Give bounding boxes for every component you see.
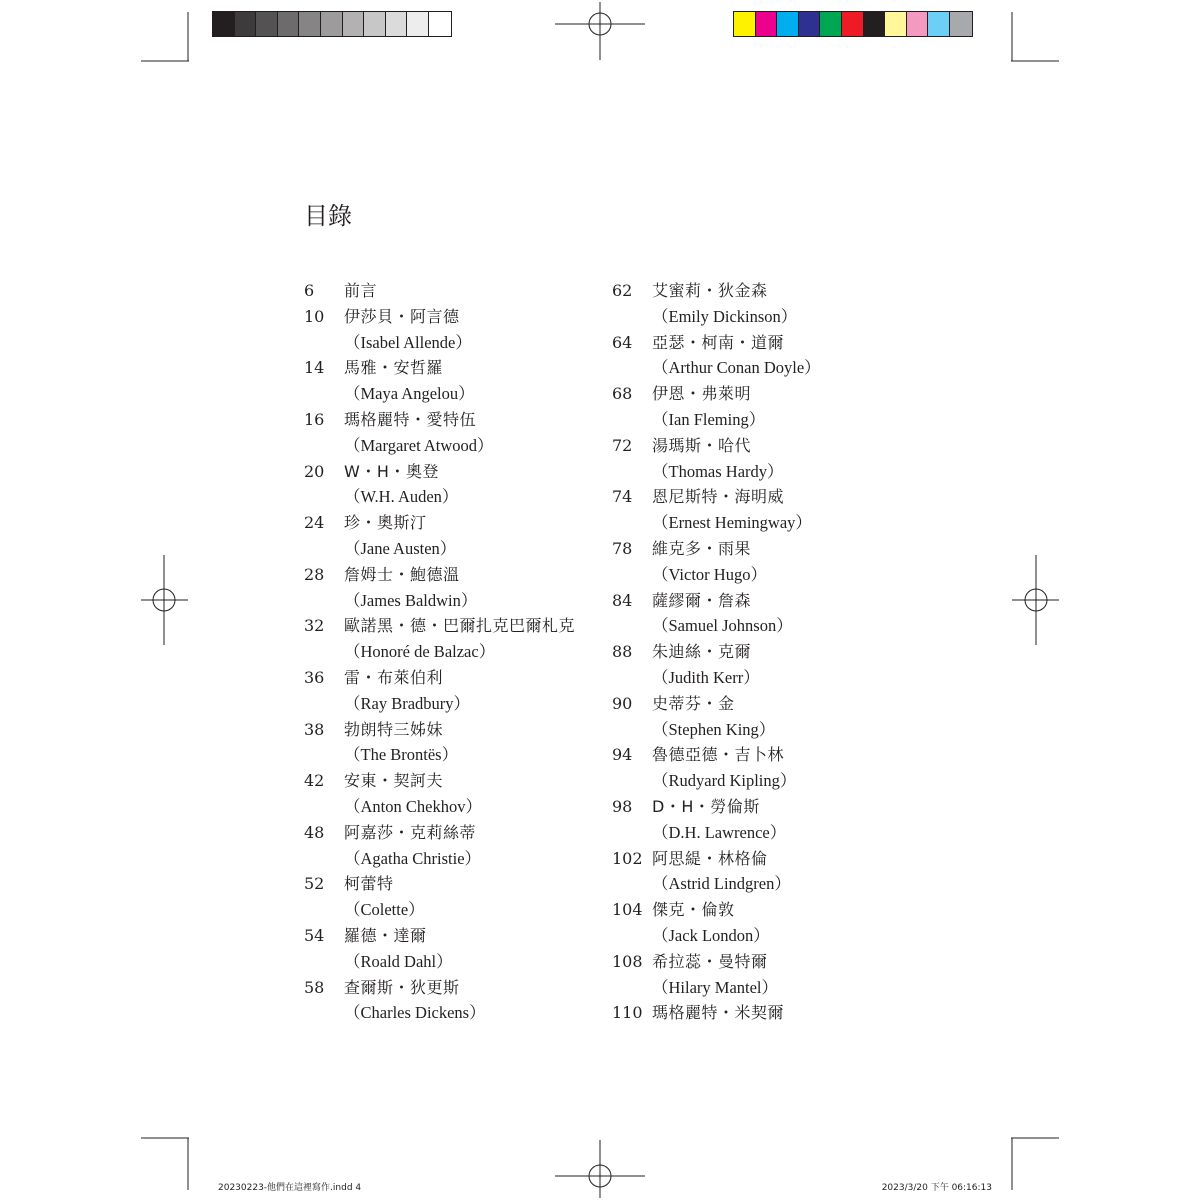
toc-author-name-zh: 前言 <box>344 281 378 300</box>
toc-author-name-en: （Thomas Hardy） <box>652 461 784 481</box>
toc-author-name-zh: 史蒂芬・金 <box>652 693 735 713</box>
toc-page-number: 88 <box>612 642 633 662</box>
toc-author-name-en: （Anton Chekhov） <box>344 796 482 816</box>
toc-author-name-zh: 珍・奧斯汀 <box>344 513 427 533</box>
toc-page-number: 24 <box>304 513 325 533</box>
toc-author-name-en: （Jack London） <box>652 925 770 945</box>
toc-page-number: 110 <box>612 1003 643 1023</box>
toc-entry <box>304 768 594 820</box>
toc-entry <box>612 536 912 588</box>
toc-entry <box>612 742 912 794</box>
toc-entry <box>304 613 594 665</box>
toc-entry <box>612 846 912 898</box>
toc-author-name-en: （Jane Austen） <box>344 538 457 558</box>
gray-swatch <box>407 12 429 36</box>
color-swatch <box>799 12 821 36</box>
toc-author-name-zh: 阿嘉莎・克莉絲蒂 <box>344 822 477 842</box>
toc-author-name-zh: 詹姆士・鮑德溫 <box>344 564 460 584</box>
gray-calibration-bar <box>212 11 452 37</box>
gray-swatch <box>299 12 321 36</box>
toc-author-name-en: （Charles Dickens） <box>344 1003 486 1023</box>
toc-entry <box>304 923 594 975</box>
toc-page-number: 16 <box>304 409 325 429</box>
gray-swatch <box>429 12 451 36</box>
toc-entry <box>304 304 594 356</box>
toc-author-name-zh: 薩繆爾・詹森 <box>652 590 752 610</box>
toc-author-name-zh: 維克多・雨果 <box>652 538 752 558</box>
toc-page-number: 42 <box>304 771 325 791</box>
toc-page-number: 84 <box>612 590 633 610</box>
color-swatch <box>842 12 864 36</box>
toc-entry <box>612 794 912 846</box>
footer-timestamp: 2023/3/20 下午 06:16:13 <box>881 1183 992 1193</box>
toc-author-name-zh: 恩尼斯特・海明威 <box>652 487 785 507</box>
toc-author-name-zh: 希拉蕊・曼特爾 <box>652 951 768 971</box>
toc-author-name-zh: 查爾斯・狄更斯 <box>344 977 460 997</box>
toc-entry <box>612 949 912 1001</box>
toc-page-number: 52 <box>304 874 325 894</box>
toc-page-number: 72 <box>612 435 633 455</box>
registration-target-left <box>141 555 188 645</box>
toc-entry <box>612 433 912 485</box>
toc-page-number: 28 <box>304 564 325 584</box>
registration-target-bottom <box>555 1140 645 1198</box>
toc-entry <box>304 820 594 872</box>
registration-target-right <box>1012 555 1059 645</box>
footer-file-name: 20230223-他們在這裡寫作.indd 4 <box>218 1183 362 1193</box>
toc-entry <box>612 897 912 949</box>
toc-author-name-en: （D.H. Lawrence） <box>652 822 787 842</box>
toc-author-name-zh: 阿思緹・林格倫 <box>652 848 768 868</box>
toc-page-number: 20 <box>304 461 325 481</box>
gray-swatch <box>278 12 300 36</box>
toc-author-name-en: （Stephen King） <box>652 719 776 739</box>
toc-entry <box>304 459 594 511</box>
color-swatch <box>756 12 778 36</box>
toc-author-name-zh: W・H・奧登 <box>344 461 439 481</box>
toc-author-name-en: （Ray Bradbury） <box>344 693 471 713</box>
toc-author-name-en: （Honoré de Balzac） <box>344 642 496 662</box>
toc-author-name-zh: 伊恩・弗萊明 <box>652 384 752 404</box>
toc-author-name-en: （Ernest Hemingway） <box>652 513 812 533</box>
color-swatch <box>950 12 972 36</box>
toc-author-name-en: （W.H. Auden） <box>344 487 459 507</box>
toc-entry <box>612 330 912 382</box>
toc-page-number: 6 <box>304 281 315 300</box>
toc-entry <box>612 278 912 330</box>
toc-author-name-zh: 艾蜜莉・狄金森 <box>652 281 768 300</box>
toc-author-name-zh: 柯蕾特 <box>344 874 394 894</box>
toc-author-name-zh: 瑪格麗特・愛特伍 <box>344 409 477 429</box>
toc-entry <box>304 665 594 717</box>
toc-page-number: 48 <box>304 822 325 842</box>
color-swatch <box>734 12 756 36</box>
toc-author-name-en: （Victor Hugo） <box>652 564 767 584</box>
gray-swatch <box>364 12 386 36</box>
toc-page-number: 90 <box>612 693 633 713</box>
toc-page-number: 104 <box>612 900 643 920</box>
toc-entry <box>612 1000 912 1026</box>
toc-author-name-en: （Ian Fleming） <box>652 409 766 429</box>
toc-entry <box>304 975 594 1027</box>
toc-page-number: 10 <box>304 306 325 326</box>
toc-author-name-zh: 亞瑟・柯南・道爾 <box>652 332 785 352</box>
toc-entry <box>612 639 912 691</box>
toc-page-number: 108 <box>612 951 643 971</box>
toc-entry <box>304 717 594 769</box>
toc-page-number: 38 <box>304 719 325 739</box>
toc-author-name-en: （Agatha Christie） <box>344 848 482 868</box>
toc-entry <box>304 871 594 923</box>
toc-entry <box>304 355 594 407</box>
toc-entry <box>304 562 594 614</box>
toc-author-name-en: （Margaret Atwood） <box>344 435 494 455</box>
toc-author-name-en: （Colette） <box>344 900 425 920</box>
color-swatch <box>928 12 950 36</box>
toc-author-name-en: （Samuel Johnson） <box>652 616 793 636</box>
color-swatch <box>885 12 907 36</box>
color-swatch <box>907 12 929 36</box>
color-swatch <box>777 12 799 36</box>
toc-author-name-zh: 傑克・倫敦 <box>652 900 735 920</box>
toc-entry <box>612 588 912 640</box>
toc-author-name-zh: 羅德・達爾 <box>344 925 427 945</box>
toc-page-number: 54 <box>304 925 325 945</box>
toc-page-number: 58 <box>304 977 325 997</box>
toc-page-number: 98 <box>612 796 633 816</box>
toc-page-number: 32 <box>304 616 325 636</box>
gray-swatch <box>213 12 235 36</box>
toc-author-name-zh: 朱迪絲・克爾 <box>652 642 752 662</box>
toc-page-number: 62 <box>612 281 633 300</box>
toc-author-name-zh: 伊莎貝・阿言德 <box>344 306 460 326</box>
toc-author-name-zh: 馬雅・安哲羅 <box>344 358 444 378</box>
toc-page-number: 102 <box>612 848 643 868</box>
toc-author-name-zh: 勃朗特三姊妹 <box>344 719 444 739</box>
toc-author-name-en: （Maya Angelou） <box>344 384 475 404</box>
toc-column-left <box>304 278 594 1026</box>
toc-page-number: 36 <box>304 667 325 687</box>
toc-page-number: 94 <box>612 745 633 765</box>
gray-swatch <box>235 12 257 36</box>
toc-author-name-en: （Roald Dahl） <box>344 951 453 971</box>
toc-entry <box>612 484 912 536</box>
toc-page-number: 68 <box>612 384 633 404</box>
toc-entry <box>304 278 594 304</box>
registration-target-top <box>555 2 645 60</box>
toc-author-name-zh: 歐諾黑・德・巴爾扎克巴爾札克 <box>344 616 576 636</box>
toc-page-number: 64 <box>612 332 633 352</box>
toc-author-name-zh: 湯瑪斯・哈代 <box>652 435 752 455</box>
toc-author-name-en: （James Baldwin） <box>344 590 478 610</box>
toc-page-number: 74 <box>612 487 633 507</box>
gray-swatch <box>321 12 343 36</box>
toc-author-name-en: （Astrid Lindgren） <box>652 874 791 894</box>
gray-swatch <box>386 12 408 36</box>
color-calibration-bar <box>733 11 973 37</box>
toc-author-name-en: （Rudyard Kipling） <box>652 771 797 791</box>
gray-swatch <box>256 12 278 36</box>
toc-author-name-zh: 瑪格麗特・米契爾 <box>652 1003 785 1023</box>
toc-column-right <box>612 278 912 1026</box>
toc-author-name-en: （Arthur Conan Doyle） <box>652 358 821 378</box>
color-swatch <box>864 12 886 36</box>
toc-author-name-zh: D・H・勞倫斯 <box>652 796 760 816</box>
page-title: 目錄 <box>304 202 352 230</box>
toc-author-name-zh: 安東・契訶夫 <box>344 771 444 791</box>
toc-page-number: 14 <box>304 358 325 378</box>
toc-author-name-en: （Hilary Mantel） <box>652 977 779 997</box>
gray-swatch <box>343 12 365 36</box>
toc-author-name-en: （The Brontës） <box>344 745 459 765</box>
toc-entry <box>612 381 912 433</box>
toc-author-name-zh: 魯德亞德・吉卜林 <box>652 745 785 765</box>
toc-author-name-en: （Emily Dickinson） <box>652 306 798 326</box>
color-swatch <box>820 12 842 36</box>
toc-entry <box>612 691 912 743</box>
toc-entry <box>304 510 594 562</box>
toc-author-name-zh: 雷・布萊伯利 <box>344 667 444 687</box>
toc-author-name-en: （Judith Kerr） <box>652 667 760 687</box>
toc-author-name-en: （Isabel Allende） <box>344 332 472 352</box>
toc-page-number: 78 <box>612 538 633 558</box>
toc-entry <box>304 407 594 459</box>
